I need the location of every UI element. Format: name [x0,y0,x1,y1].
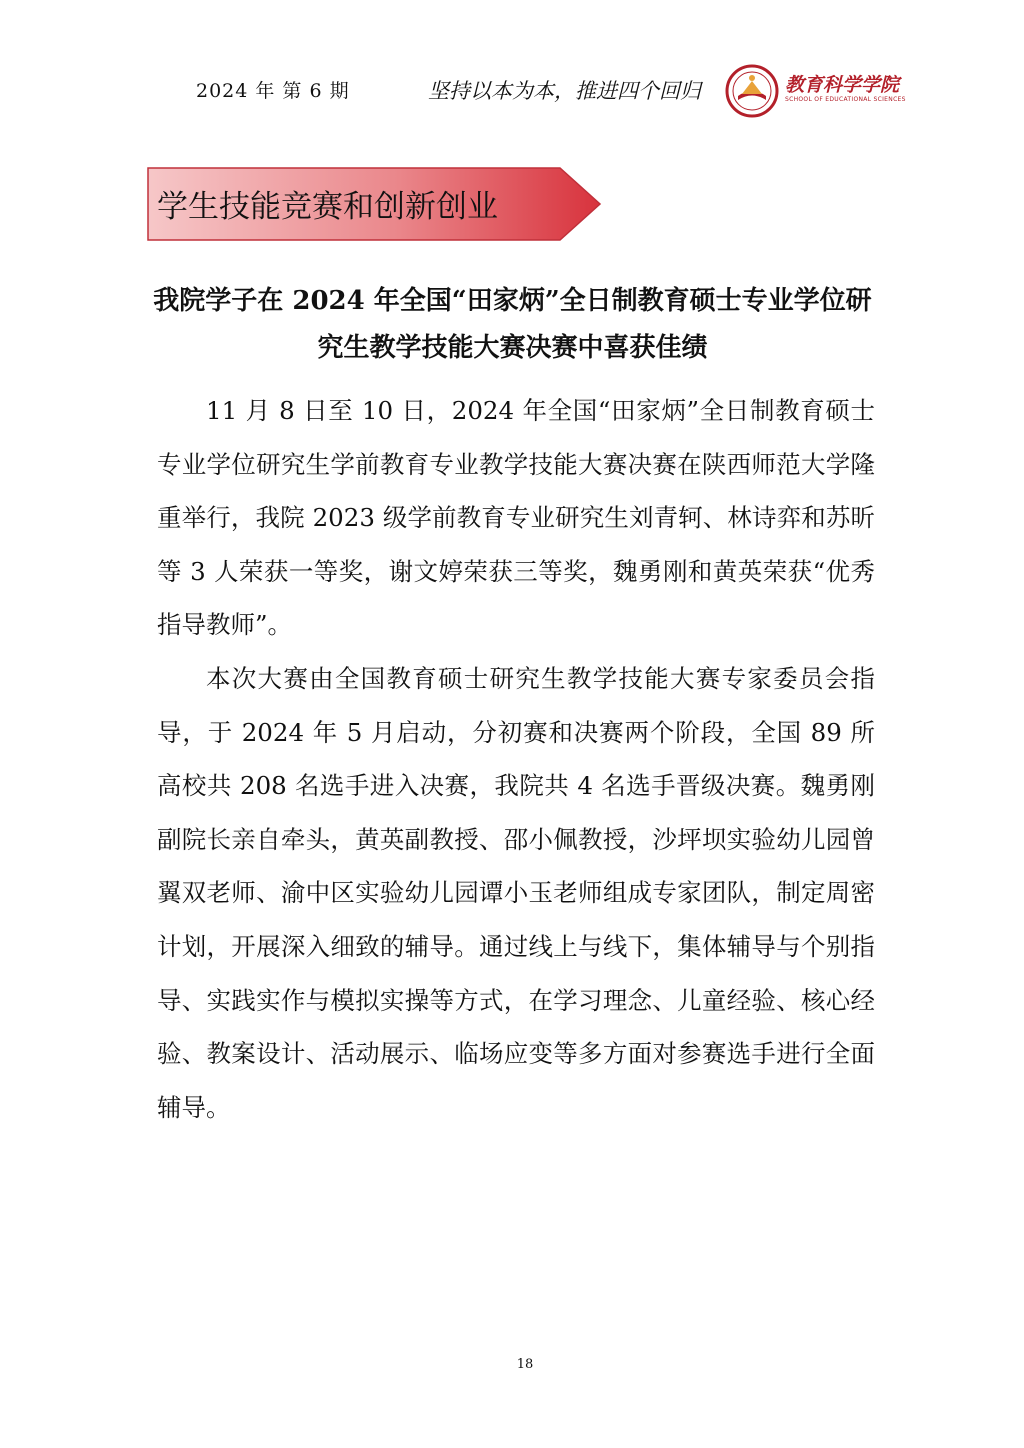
article-title: 我院学子在 2024 年全国“田家炳”全日制教育硕士专业学位研究生教学技能大赛决赛中喜获佳绩 [153,286,872,363]
logo-name: 教育科学学院 [785,74,900,96]
article-paragraph: 11 月 8 日至 10 日，2024 年全国“田家炳”全日制教育硕士专业学位研究生学前教育专业教学技能大赛决赛在陕西师范大学隆重举行，我院 2023 级学前教育专业研究生刘青轲、林诗弈和苏昕等 3 人荣获一等奖，谢文婷荣获三等奖，魏勇刚和黄英荣获“优秀指导教师”。 [157,396,875,640]
page-number: 18 [516,1357,534,1372]
issue-label: 2024 年 第 6 期 [196,80,350,102]
header-slogan: 坚持以本为本，推进四个回归 [428,79,701,103]
logo-subtitle: SCHOOL OF EDUCATIONAL SCIENCES [785,96,906,103]
school-emblem-icon [725,64,781,118]
article-paragraph: 本次大赛由全国教育硕士研究生教学技能大赛专家委员会指导，于 2024 年 5 月启动，分初赛和决赛两个阶段，全国 89 所高校共 208 名选手进入决赛，我院共 4 名选手晋级决赛。魏勇刚副院长亲自牵头，黄英副教授、邵小佩教授，沙坪坝实验幼儿园曾翼双老师、渝中区实验幼儿园谭小玉老师组成专家团队，制定周密计划，开展深入细致的辅导。通过线上与线下，集体辅导与个别指导、实践实作与模拟实操等方式，在学习理念、儿童经验、核心经验、教案设计、活动展示、临场应变等多方面对参赛选手进行全面辅导。 [157,663,875,1122]
article-body [157,384,875,1134]
section-banner-title: 学生技能竞赛和创新创业 [157,189,498,225]
school-logo [725,64,905,118]
